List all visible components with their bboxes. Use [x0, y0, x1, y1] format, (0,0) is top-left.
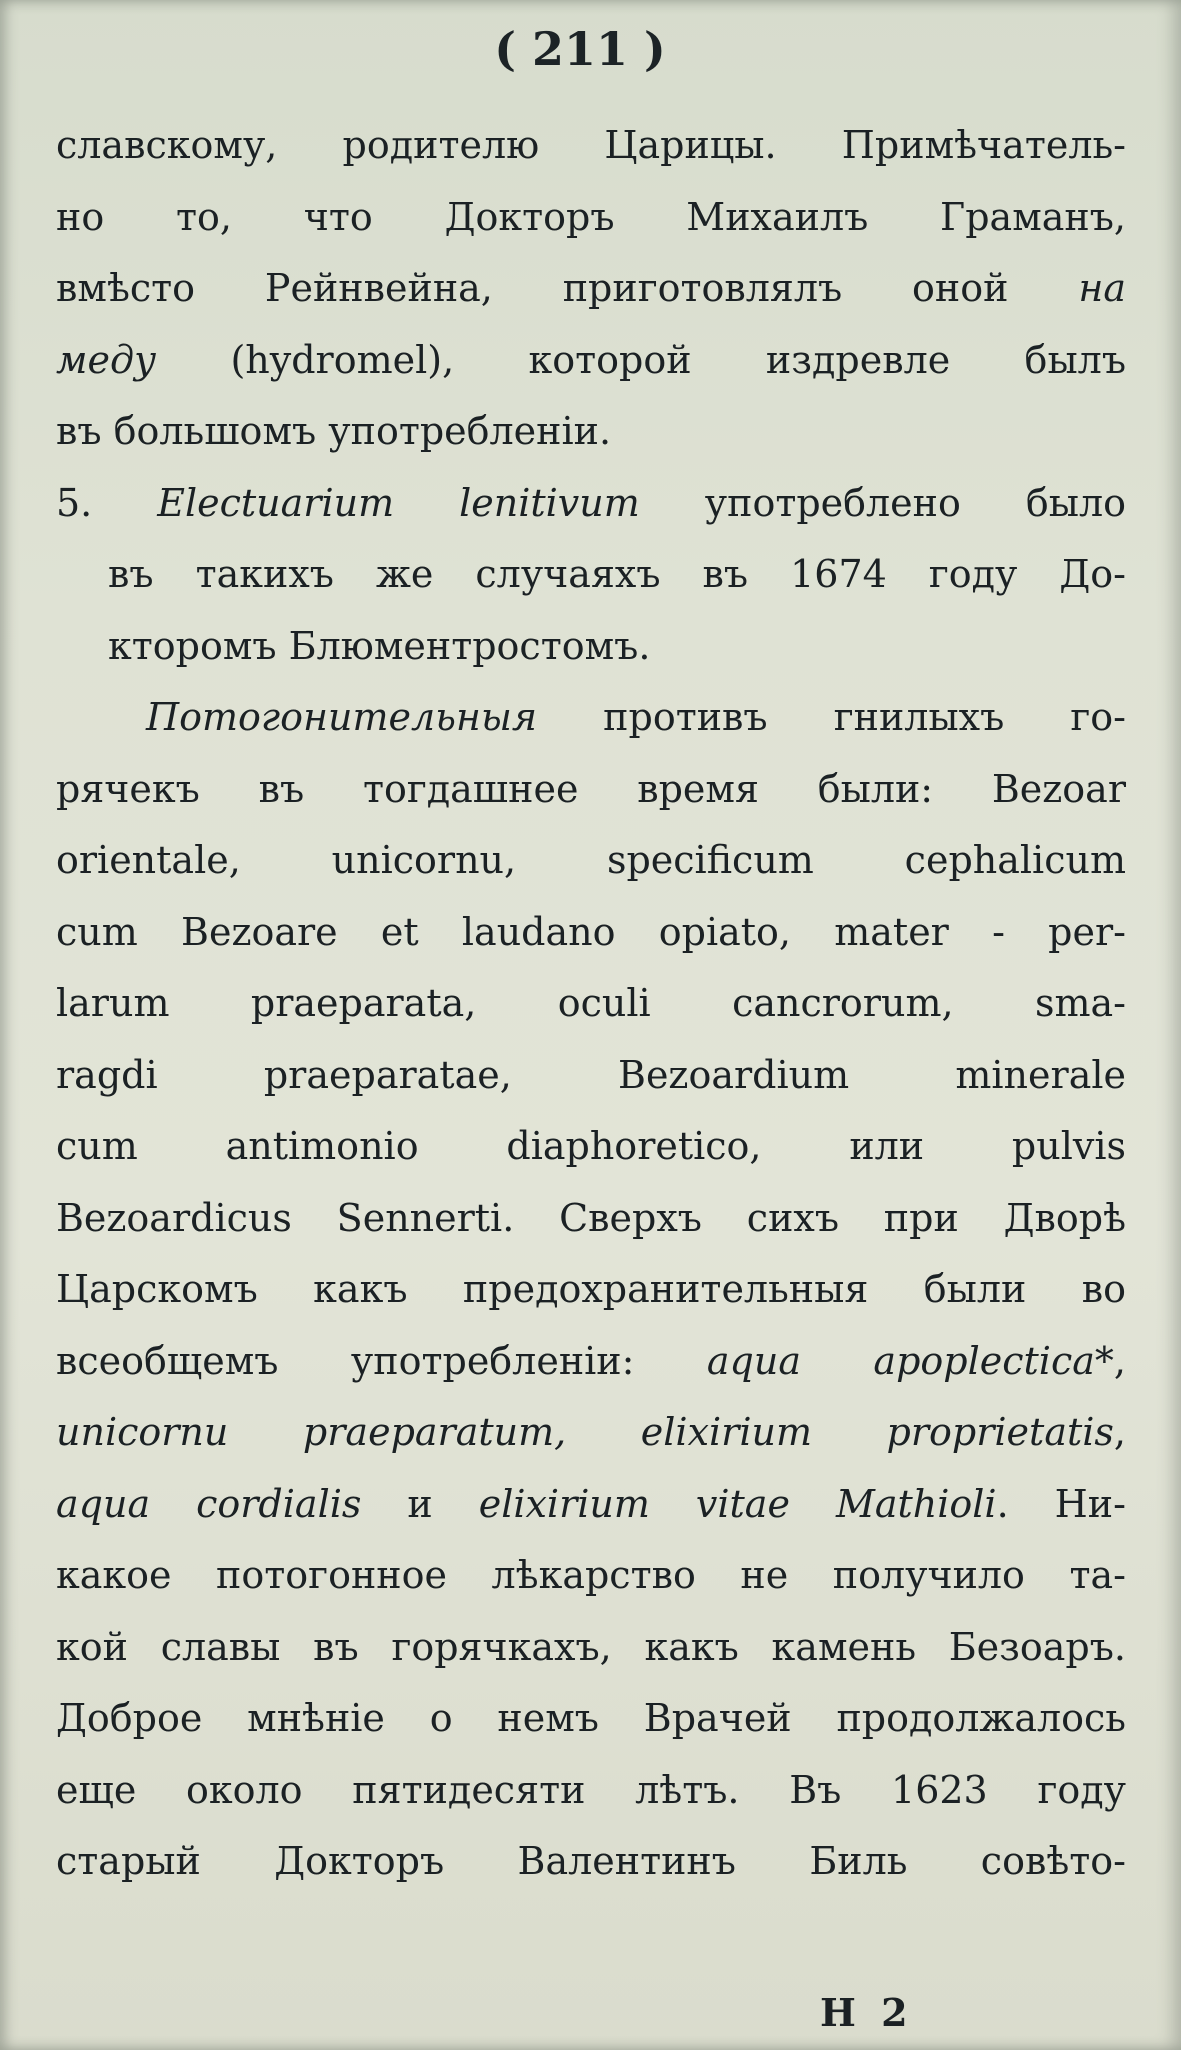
text-line: cum antimonio diaphoretico, или pulvis — [56, 1124, 1126, 1168]
italic-word: меду — [56, 337, 157, 382]
text-line: старый Докторъ Валентинъ Биль совѣто- — [56, 1839, 1126, 1883]
text-line: ragdi praeparatae, Bezoardium minerale — [56, 1052, 1126, 1097]
body-text — [56, 110, 1126, 1898]
text-line: cum Bezoare et laudano opiato, mater - per- — [56, 909, 1126, 954]
text-line: рячекъ въ тогдашнее время были: Bezoar — [56, 766, 1126, 811]
text-line: кой славы въ горячкахъ, какъ камень Безоаръ. — [56, 1624, 1126, 1669]
text-line: aqua cordialis и elixirium vitae Mathioli. Ни- — [56, 1481, 1126, 1526]
latin-term: aqua cordialis — [56, 1481, 362, 1526]
text-line: Доброе мнѣніе о немъ Врачей продолжалось — [56, 1696, 1126, 1740]
text-line: 5. Electuarium lenitivum употреблено было — [56, 480, 1126, 525]
text-line: славскому, родителю Царицы. Примѣчатель- — [56, 123, 1126, 167]
latin-term: Electuarium lenitivum — [157, 480, 640, 525]
text-line: но то, что Докторъ Михаилъ Граманъ, — [56, 194, 1126, 239]
italic-word: Потогонительныя — [146, 695, 538, 739]
italic-word: на — [1078, 266, 1126, 310]
latin-term: unicornu praeparatum, elixirium proprietatis — [56, 1410, 1114, 1454]
text-line: larum praeparata, oculi cancrorum, sma- — [56, 981, 1126, 1025]
text-line: orientale, unicornu, specificum cephalicum — [56, 838, 1126, 882]
text-line: Потогонительныя противъ гнилыхъ го- — [146, 695, 1126, 739]
text-line: всеобщемъ употребленіи: aqua apoplectica*, — [56, 1338, 1126, 1383]
latin-term: aqua apoplectica — [706, 1338, 1095, 1383]
text-line: unicornu praeparatum, elixirium proprietatis, — [56, 1410, 1126, 1454]
text-line: Bezoardicus Sennerti. Сверхъ сихъ при Дворѣ — [56, 1195, 1126, 1240]
text-line: кторомъ Блюментростомъ. — [108, 623, 651, 668]
text-line: въ такихъ же случаяхъ въ 1674 году До- — [108, 552, 1126, 596]
text-line: Царскомъ какъ предохранительныя были во — [56, 1267, 1126, 1311]
text-line: вмѣсто Рейнвейна, приготовлялъ оной на — [56, 266, 1126, 310]
signature-mark: Н 2 — [820, 1990, 914, 2035]
item-number: 5. — [56, 480, 158, 525]
text-line: какое потогонное лѣкарство не получило та- — [56, 1553, 1126, 1597]
page-number: ( 211 ) — [494, 22, 666, 76]
text-line: въ большомъ употребленіи. — [56, 409, 612, 453]
text-line: меду (hydromel), которой издревле былъ — [56, 337, 1126, 382]
text-line: еще около пятидесяти лѣтъ. Въ 1623 году — [56, 1767, 1126, 1812]
latin-term: elixirium vitae Mathioli — [478, 1481, 997, 1526]
